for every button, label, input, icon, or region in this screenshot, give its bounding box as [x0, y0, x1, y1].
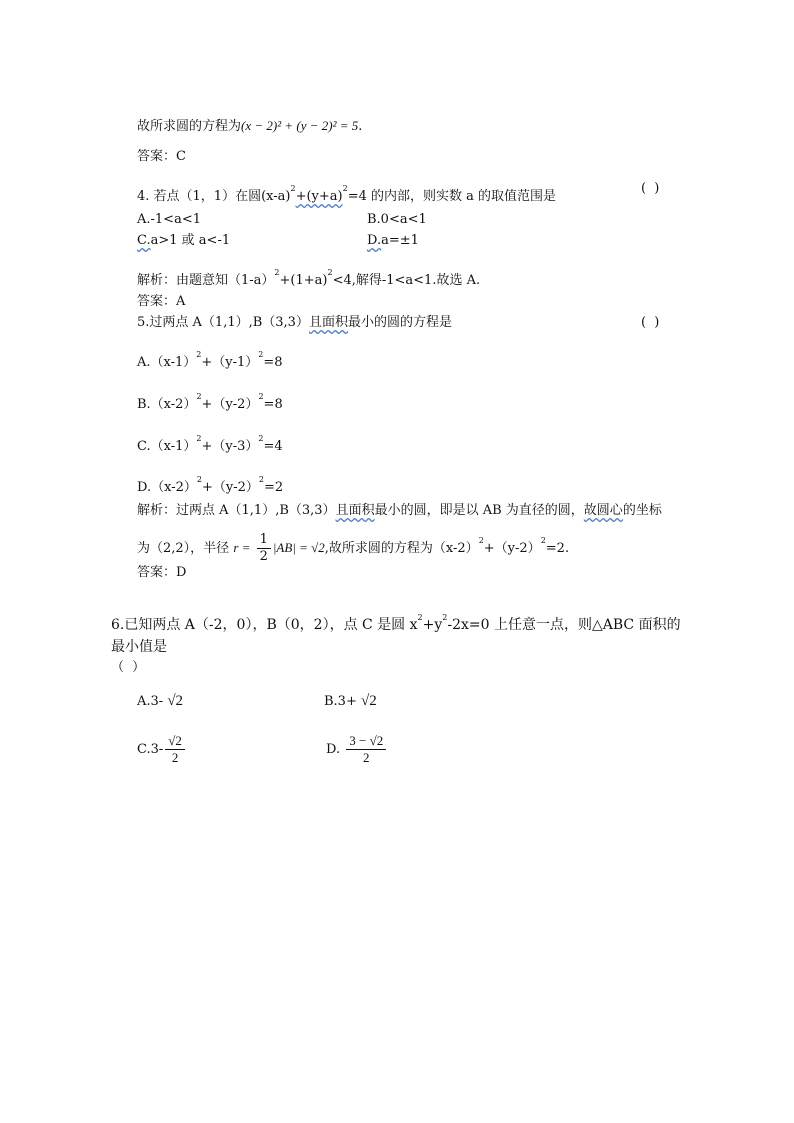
fraction-3-minus-sqrt2-over-2: $\frac{3 - √2}{2}$ — [346, 733, 386, 766]
answer-blank-4: ( ) — [641, 181, 662, 196]
q5-option-c: $C.(x-1)^2+(y-3)^2=4$ — [137, 434, 283, 454]
q5-option-d: $D.(x-2)^2+(y-2)^2=2$ — [137, 475, 284, 495]
q4-option-b: B.0<a<1 — [367, 212, 427, 227]
fraction-one-half: $\frac{1}{2}$ — [257, 532, 271, 565]
q4-option-a: A.-1<a<1 — [137, 212, 201, 227]
question-6: 6.已知两点 A（-2，0），B（0，2），点 C 是圆 $x^2+y^2-2x=0$ 上任意一点，则△ABC 面积的 — [111, 613, 681, 633]
q5-explanation-line2: 为（2,2），半径 r = $\frac{1}{2}$ |AB| = √2,故所求圆的方程为$(x-2)^2+(y-2)^2=2$. — [137, 532, 570, 564]
circle-equation: (x − 2)² + (y − 2)² = 5 — [241, 118, 359, 133]
q4-option-d: D.a=±1 — [367, 233, 419, 248]
question-5: 5.过两点 A（1,1）,B（3,3）且面积最小的圆的方程是 — [137, 315, 452, 330]
q5-explanation-line1: 解析：过两点 A（1,1）,B（3,3）且面积最小的圆，即是以 AB 为直径的圆，故圆心的坐标 — [137, 503, 662, 518]
question-4: 4. 若点（1，1）在圆$(x-a)^2+(y+a)^2=4$ 的内部，则实数 a 的取值范围是 — [137, 184, 556, 204]
conclusion-line: 故所求圆的方程为(x − 2)² + (y − 2)² = 5. — [137, 118, 363, 134]
q6-option-d: D. $\frac{3 - √2}{2}$ — [326, 732, 388, 768]
answer-blank-6: （ ） — [111, 660, 148, 675]
q6-option-b: B.3+ √2 — [324, 693, 377, 709]
q5-option-a: $A.(x-1)^2+(y-1)^2=8$ — [137, 350, 283, 370]
answer-blank-5: ( ) — [641, 315, 662, 330]
answer-4: 答案：A — [137, 294, 186, 309]
fraction-sqrt2-over-2: $\frac{√2}{2}$ — [165, 733, 185, 766]
answer-prev: 答案：C — [137, 149, 186, 164]
q6-option-a: A.3- √2 — [137, 693, 184, 709]
q4-explanation: 解析：由题意知$(1-a)^2+(1+a)^2<4$,解得-1<a<1.故选 A. — [137, 268, 481, 288]
q6-option-c: C.3- $\frac{√2}{2}$ — [137, 732, 187, 768]
q5-option-b: $B.(x-2)^2+(y-2)^2=8$ — [137, 392, 283, 412]
q4-option-c: C.a>1 或 a<-1 — [137, 233, 231, 248]
question-6-line2: 最小值是 — [111, 639, 167, 655]
answer-5: 答案：D — [137, 565, 187, 580]
